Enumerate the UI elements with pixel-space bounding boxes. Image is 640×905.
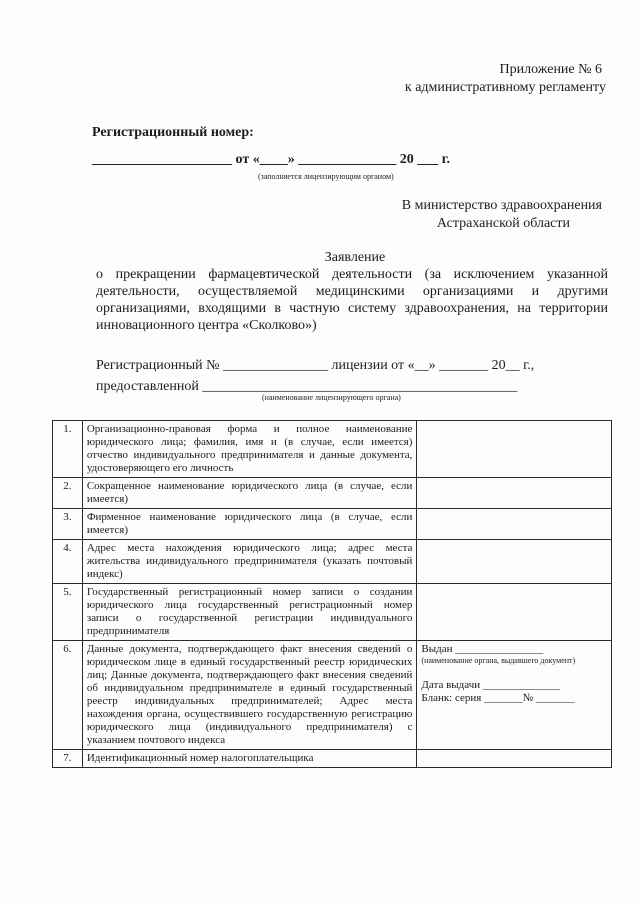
- registration-line: ____________________ от «____» ______________ 20 ___ г.: [92, 152, 450, 167]
- row-description: Идентификационный номер налогоплательщика: [82, 750, 417, 768]
- row-number: 6.: [53, 641, 83, 750]
- application-table: [52, 420, 612, 768]
- table-row: [53, 584, 612, 641]
- row-value-cell[interactable]: [417, 584, 612, 641]
- table-row: [53, 421, 612, 478]
- row-description: Сокращенное наименование юридического лица (в случае, если имеется): [82, 478, 417, 509]
- row-value-cell[interactable]: [417, 509, 612, 540]
- row-description: Организационно-правовая форма и полное наименование юридического лица; фамилия, имя и (в случае, если имеется) отчество индивидуального предпринимателя и данные документа, удостоверяющего его личность: [82, 421, 417, 478]
- row-number: 2.: [53, 478, 83, 509]
- row-value-cell[interactable]: [417, 540, 612, 584]
- license-line-2: предоставленной _____________________________________________: [96, 379, 518, 394]
- row-number: 5.: [53, 584, 83, 641]
- license-line-1: Регистрационный № _______________ лицензии от «__» _______ 20__ г.,: [96, 358, 535, 373]
- row-number: 1.: [53, 421, 83, 478]
- form-series-field[interactable]: Бланк: серия _______№ _______: [421, 692, 575, 704]
- row-description: Данные документа, подтверждающего факт внесения сведений о юридическом лице в единый государственный реестр юридических лиц; Данные документа, подтверждающего факт внесения сведений об индивидуальном предпринимателе в единый государственный реестр индивидуальных предпринимателей; Адрес места нахождения органа, осуществившего государственную регистрацию юридического лица (индивидуального предпринимателя) с указанием почтового индекса: [82, 641, 417, 750]
- license-note: (наименование лицензирующего органа): [262, 393, 401, 402]
- table-row: [53, 478, 612, 509]
- registration-note: (заполняется лицензирующим органом): [258, 172, 394, 181]
- table-row: [53, 509, 612, 540]
- document-title: Заявление: [324, 250, 386, 265]
- issued-note: (наименование органа, выдавшего документ): [421, 656, 576, 665]
- row-number: 7.: [53, 750, 83, 768]
- document-subject: о прекращении фармацевтической деятельности (за исключением указанной деятельности, осуществляемой медицинскими организациями и другими организациями, входящими в частную систему здравоохранения, на территории инновационного центра «Сколково»): [96, 267, 608, 333]
- table-row: [53, 641, 612, 750]
- appendix-reference: к административному регламенту: [404, 80, 606, 95]
- row-description: Государственный регистрационный номер записи о создании юридического лица государственный регистрационный номер записи о государственной регистрации индивидуального предпринимателя: [82, 584, 417, 641]
- row-value-cell[interactable]: [417, 750, 612, 768]
- table-row: [53, 540, 612, 584]
- row-value-cell[interactable]: [417, 421, 612, 478]
- row-description: Адрес места нахождения юридического лица; адрес места жительства индивидуального предпринимателя (указать почтовый индекс): [82, 540, 417, 584]
- row-value-cell[interactable]: [417, 641, 612, 750]
- addressee-line-1: В министерство здравоохранения: [401, 198, 602, 213]
- row-value-cell[interactable]: [417, 478, 612, 509]
- registration-label: Регистрационный номер:: [92, 125, 254, 140]
- addressee-line-2: Астраханской области: [436, 216, 570, 231]
- issued-field[interactable]: Выдан ________________: [421, 643, 544, 655]
- table-row: [53, 750, 612, 768]
- row-number: 4.: [53, 540, 83, 584]
- issue-date-field[interactable]: Дата выдачи ______________: [421, 679, 560, 691]
- row-number: 3.: [53, 509, 83, 540]
- row-description: Фирменное наименование юридического лица (в случае, если имеется): [82, 509, 417, 540]
- appendix-number: Приложение № 6: [499, 62, 602, 77]
